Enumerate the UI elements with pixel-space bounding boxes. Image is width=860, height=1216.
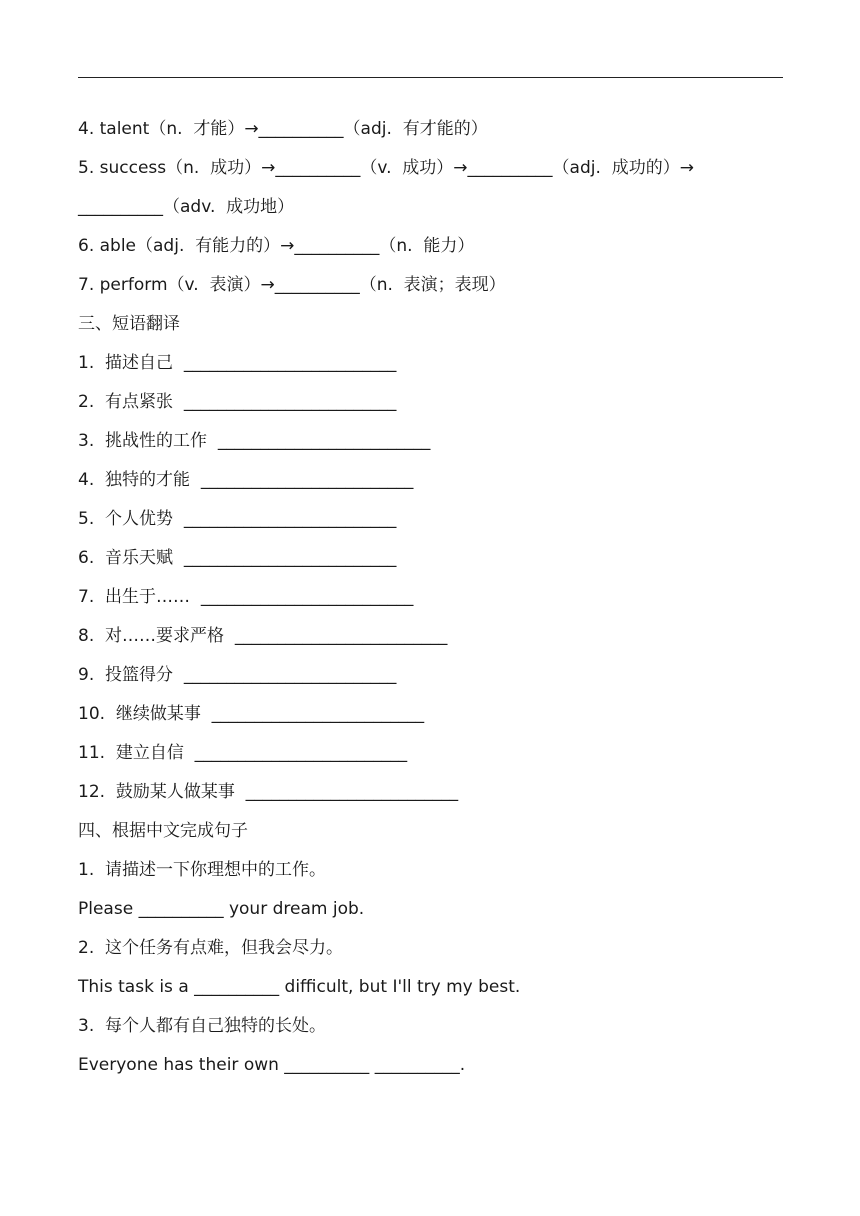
- sentence-english: Please __________ your dream job.: [78, 899, 365, 919]
- sentence-chinese: 2. 这个任务有点难，但我会尽力。: [78, 938, 344, 958]
- phrase-item: 8. 对……要求严格 _________________________: [78, 626, 448, 646]
- sentence-chinese: 3. 每个人都有自己独特的长处。: [78, 1016, 327, 1036]
- phrase-item: 1. 描述自己 _________________________: [78, 353, 397, 373]
- sentence-chinese: 1. 请描述一下你理想中的工作。: [78, 860, 327, 880]
- phrase-item: 10. 继续做某事 _________________________: [78, 704, 425, 724]
- phrase-item: 7. 出生于…… _________________________: [78, 587, 414, 607]
- phrase-item: 9. 投篮得分 _________________________: [78, 665, 397, 685]
- section-heading-complete-sentences: 四、根据中文完成句子: [78, 821, 248, 841]
- word-form-line: __________（adv. 成功地）: [78, 197, 295, 217]
- phrase-item: 6. 音乐天赋 _________________________: [78, 548, 397, 568]
- header-rule: [78, 77, 783, 78]
- word-form-line: 4. talent（n. 才能）→__________（adj. 有才能的）: [78, 119, 488, 139]
- word-form-line: 5. success（n. 成功）→__________（v. 成功）→__________（adj. 成功的）→: [78, 158, 694, 178]
- phrase-item: 2. 有点紧张 _________________________: [78, 392, 397, 412]
- phrase-item: 4. 独特的才能 _________________________: [78, 470, 414, 490]
- phrase-item: 5. 个人优势 _________________________: [78, 509, 397, 529]
- section-heading-phrase-translation: 三、短语翻译: [78, 314, 180, 334]
- phrase-item: 11. 建立自信 _________________________: [78, 743, 408, 763]
- sentence-english: This task is a __________ difficult, but I'll try my best.: [78, 977, 521, 997]
- phrase-item: 12. 鼓励某人做某事 _________________________: [78, 782, 459, 802]
- word-form-line: 7. perform（v. 表演）→__________（n. 表演；表现）: [78, 275, 506, 295]
- word-form-line: 6. able（adj. 有能力的）→__________（n. 能力）: [78, 236, 475, 256]
- phrase-item: 3. 挑战性的工作 _________________________: [78, 431, 431, 451]
- sentence-english: Everyone has their own __________ __________.: [78, 1055, 466, 1075]
